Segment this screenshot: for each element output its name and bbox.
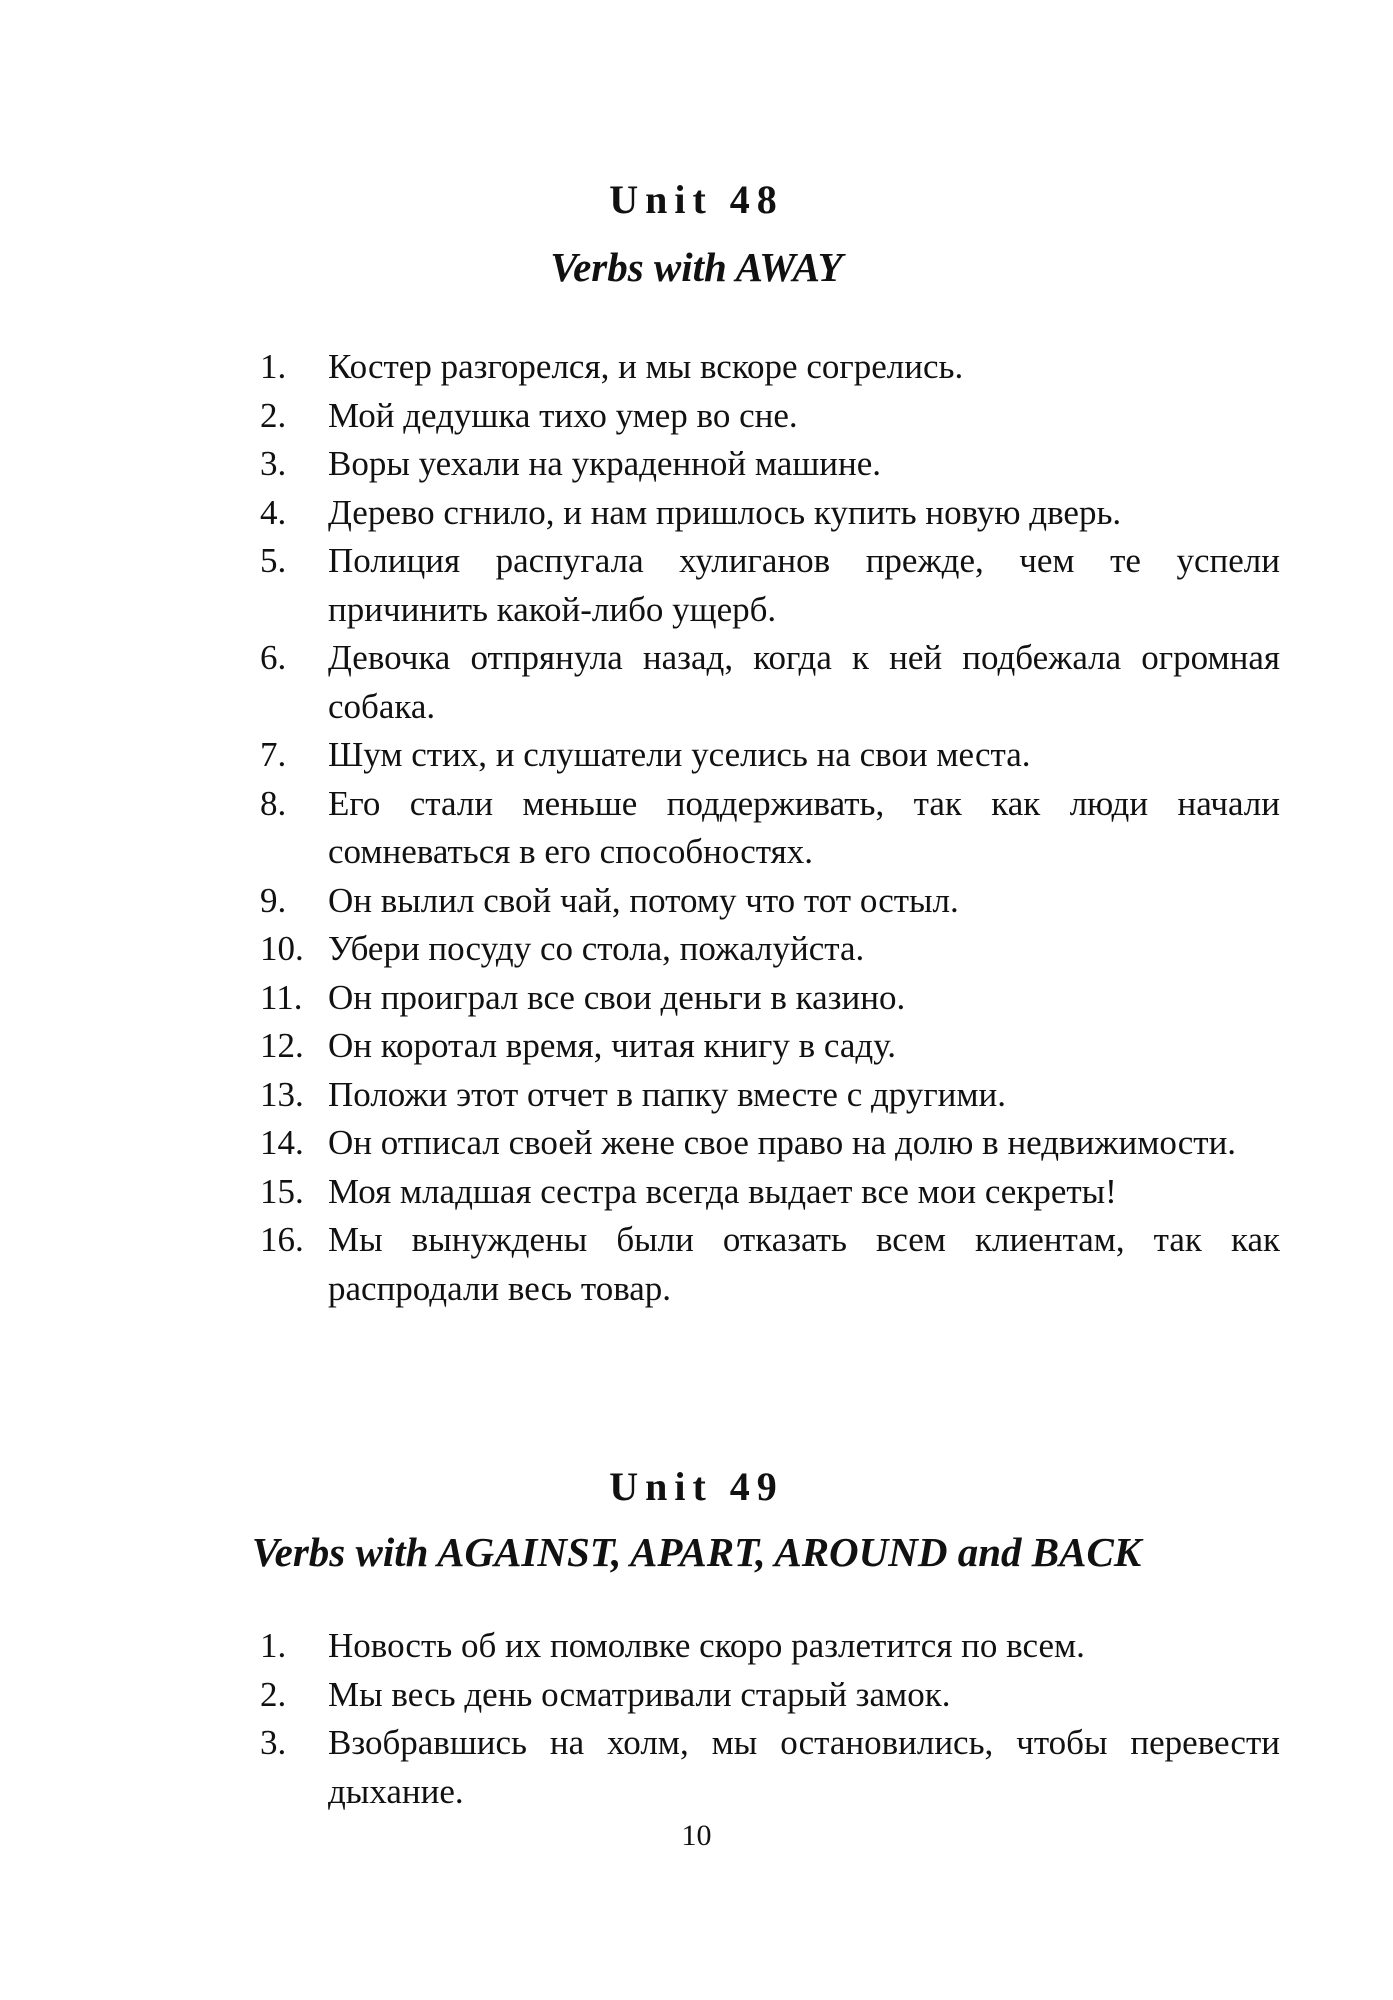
exercise-number: 11. (260, 977, 303, 1017)
exercise-text: Взобравшись на холм, мы остановились, чтобы перевести дыхание. (328, 1723, 1280, 1811)
exercise-text: Воры уехали на украденной машине. (328, 444, 882, 483)
exercise-text: Костер разгорелся, и мы вскоре согрелись. (328, 347, 964, 386)
unit-49-subtitle: Verbs with AGAINST, APART, AROUND and BACK (251, 1529, 1142, 1575)
exercise-number: 9. (260, 880, 287, 920)
exercise-item (260, 537, 1280, 634)
exercise-text: Он вылил свой чай, потому что тот остыл. (328, 880, 959, 920)
exercise-item (260, 1119, 1280, 1168)
page-number: 10 (681, 1819, 712, 1852)
exercise-text: Моя младшая сестра всегда выдает все мои секреты! (328, 1171, 1117, 1211)
exercise-text: Убери посуду со стола, пожалуйста. (328, 929, 865, 968)
exercise-number: 7. (260, 735, 287, 774)
exercise-item (260, 1216, 1280, 1313)
exercise-number: 16. (260, 1220, 304, 1259)
exercise-number: 4. (260, 492, 287, 532)
exercise-item (260, 780, 1280, 877)
exercise-item (260, 877, 1280, 926)
exercise-number: 2. (260, 395, 287, 435)
exercise-item (260, 1719, 1280, 1816)
exercise-text: Он коротал время, читая книгу в саду. (328, 1026, 896, 1065)
exercise-text: Его стали меньше поддерживать, так как люди начали сомневаться в его способностях. (328, 783, 1280, 871)
exercise-text: Мой дедушка тихо умер во сне. (328, 395, 798, 435)
exercise-text: Девочка отпрянула назад, когда к ней подбежала огромная собака. (328, 638, 1280, 726)
exercise-item (260, 1622, 1280, 1671)
exercise-number: 13. (260, 1074, 304, 1114)
exercise-number: 2. (260, 1674, 287, 1714)
exercise-number: 6. (260, 638, 287, 677)
exercise-number: 3. (260, 1723, 287, 1762)
unit-48-exercise-list (260, 343, 1280, 1313)
exercise-item (260, 1071, 1280, 1120)
exercise-number: 1. (260, 347, 287, 386)
exercise-item (260, 1671, 1280, 1720)
exercise-text: Шум стих, и слушатели уселись на свои места. (328, 735, 1031, 774)
exercise-item (260, 343, 1280, 392)
unit-48-subtitle: Verbs with AWAY (550, 244, 843, 290)
unit-48-heading: Unit 48 (609, 177, 784, 222)
exercise-item (260, 392, 1280, 441)
exercise-number: 10. (260, 929, 304, 968)
exercise-number: 3. (260, 444, 287, 483)
unit-49-exercise-list (260, 1622, 1280, 1816)
exercise-text: Положи этот отчет в папку вместе с другими. (328, 1074, 1007, 1114)
exercise-text: Полиция распугала хулиганов прежде, чем те успели причинить какой-либо ущерб. (328, 541, 1280, 629)
exercise-item (260, 925, 1280, 974)
exercise-item (260, 974, 1280, 1023)
exercise-item (260, 1168, 1280, 1217)
unit-49-heading: Unit 49 (609, 1464, 784, 1509)
exercise-number: 12. (260, 1026, 304, 1065)
exercise-text: Мы вынуждены были отказать всем клиентам, так как распродали весь товар. (328, 1220, 1280, 1308)
exercise-item (260, 440, 1280, 489)
exercise-text: Дерево сгнило, и нам пришлось купить новую дверь. (328, 492, 1122, 532)
exercise-item (260, 731, 1280, 780)
exercise-number: 15. (260, 1171, 304, 1211)
exercise-item (260, 489, 1280, 538)
exercise-text: Мы весь день осматривали старый замок. (328, 1674, 951, 1714)
exercise-number: 8. (260, 783, 287, 823)
exercise-number: 14. (260, 1123, 304, 1162)
exercise-item (260, 1022, 1280, 1071)
exercise-text: Он проиграл все свои деньги в казино. (328, 977, 906, 1017)
exercise-number: 5. (260, 541, 287, 580)
exercise-number: 1. (260, 1626, 287, 1665)
exercise-text: Он отписал своей жене свое право на долю в недвижимости. (328, 1123, 1237, 1162)
exercise-item (260, 634, 1280, 731)
exercise-text: Новость об их помолвке скоро разлетится по всем. (328, 1626, 1085, 1665)
